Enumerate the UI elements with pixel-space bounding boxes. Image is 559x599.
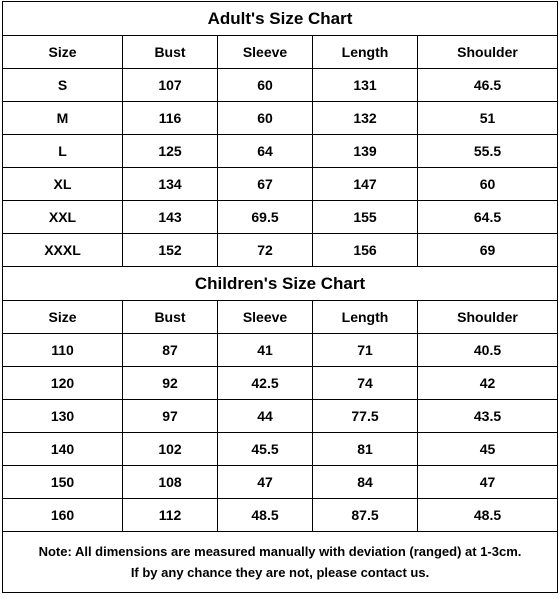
table-cell: 84	[313, 466, 418, 499]
column-header: Shoulder	[418, 36, 558, 69]
table-cell: 69.5	[218, 201, 313, 234]
table-cell: 48.5	[218, 499, 313, 532]
table-cell: 150	[3, 466, 123, 499]
table-cell: XL	[3, 168, 123, 201]
table-cell: 40.5	[418, 334, 558, 367]
table-cell: 143	[123, 201, 218, 234]
table-cell: 155	[313, 201, 418, 234]
table-cell: 120	[3, 367, 123, 400]
table-row	[3, 201, 558, 234]
table-cell: 60	[418, 168, 558, 201]
table-cell: L	[3, 135, 123, 168]
table-cell: 156	[313, 234, 418, 267]
children-header-row	[3, 301, 558, 334]
table-cell: 87.5	[313, 499, 418, 532]
adult-header-row	[3, 36, 558, 69]
table-cell: 71	[313, 334, 418, 367]
table-cell: 69	[418, 234, 558, 267]
table-cell: 81	[313, 433, 418, 466]
column-header: Sleeve	[218, 301, 313, 334]
column-header: Sleeve	[218, 36, 313, 69]
children-title-row	[3, 267, 558, 301]
size-chart-sheet	[2, 1, 557, 597]
table-cell: 134	[123, 168, 218, 201]
column-header: Size	[3, 36, 123, 69]
table-row	[3, 234, 558, 267]
children-chart-title: Children's Size Chart	[3, 267, 558, 301]
table-cell: 77.5	[313, 400, 418, 433]
table-cell: 108	[123, 466, 218, 499]
table-cell: 92	[123, 367, 218, 400]
table-row	[3, 499, 558, 532]
table-cell: 102	[123, 433, 218, 466]
table-cell: 112	[123, 499, 218, 532]
table-cell: 41	[218, 334, 313, 367]
table-cell: 64	[218, 135, 313, 168]
table-cell: 97	[123, 400, 218, 433]
table-cell: 72	[218, 234, 313, 267]
column-header: Length	[313, 301, 418, 334]
table-cell: 60	[218, 69, 313, 102]
table-row	[3, 135, 558, 168]
table-cell: 55.5	[418, 135, 558, 168]
measurement-note	[3, 532, 558, 593]
table-row	[3, 433, 558, 466]
table-cell: 107	[123, 69, 218, 102]
table-cell: 46.5	[418, 69, 558, 102]
table-cell: 131	[313, 69, 418, 102]
table-cell: 48.5	[418, 499, 558, 532]
table-cell: 130	[3, 400, 123, 433]
table-cell: 160	[3, 499, 123, 532]
table-cell: 74	[313, 367, 418, 400]
note-line-1: Note: All dimensions are measured manually with deviation (ranged) at 1-3cm.	[38, 544, 522, 559]
table-row	[3, 367, 558, 400]
column-header: Length	[313, 36, 418, 69]
table-cell: 152	[123, 234, 218, 267]
table-cell: XXL	[3, 201, 123, 234]
note-row	[3, 532, 558, 593]
table-cell: 51	[418, 102, 558, 135]
table-cell: 67	[218, 168, 313, 201]
column-header: Shoulder	[418, 301, 558, 334]
table-cell: 47	[418, 466, 558, 499]
table-row	[3, 400, 558, 433]
size-chart-table	[2, 1, 558, 593]
table-cell: 87	[123, 334, 218, 367]
table-row	[3, 69, 558, 102]
table-cell: M	[3, 102, 123, 135]
table-cell: 42.5	[218, 367, 313, 400]
adult-title-row	[3, 2, 558, 36]
table-row	[3, 466, 558, 499]
table-cell: 116	[123, 102, 218, 135]
table-cell: 125	[123, 135, 218, 168]
table-cell: S	[3, 69, 123, 102]
table-cell: 42	[418, 367, 558, 400]
table-cell: 44	[218, 400, 313, 433]
column-header: Bust	[123, 36, 218, 69]
table-cell: 147	[313, 168, 418, 201]
table-cell: 140	[3, 433, 123, 466]
column-header: Bust	[123, 301, 218, 334]
adult-chart-title: Adult's Size Chart	[3, 2, 558, 36]
note-line-2: If by any chance they are not, please contact us.	[130, 565, 430, 580]
table-cell: 139	[313, 135, 418, 168]
table-row	[3, 102, 558, 135]
table-cell: 132	[313, 102, 418, 135]
table-cell: 43.5	[418, 400, 558, 433]
table-cell: 64.5	[418, 201, 558, 234]
table-row	[3, 334, 558, 367]
table-cell: 60	[218, 102, 313, 135]
table-cell: 47	[218, 466, 313, 499]
table-row	[3, 168, 558, 201]
table-cell: 45	[418, 433, 558, 466]
table-cell: 110	[3, 334, 123, 367]
table-cell: 45.5	[218, 433, 313, 466]
table-cell: XXXL	[3, 234, 123, 267]
column-header: Size	[3, 301, 123, 334]
